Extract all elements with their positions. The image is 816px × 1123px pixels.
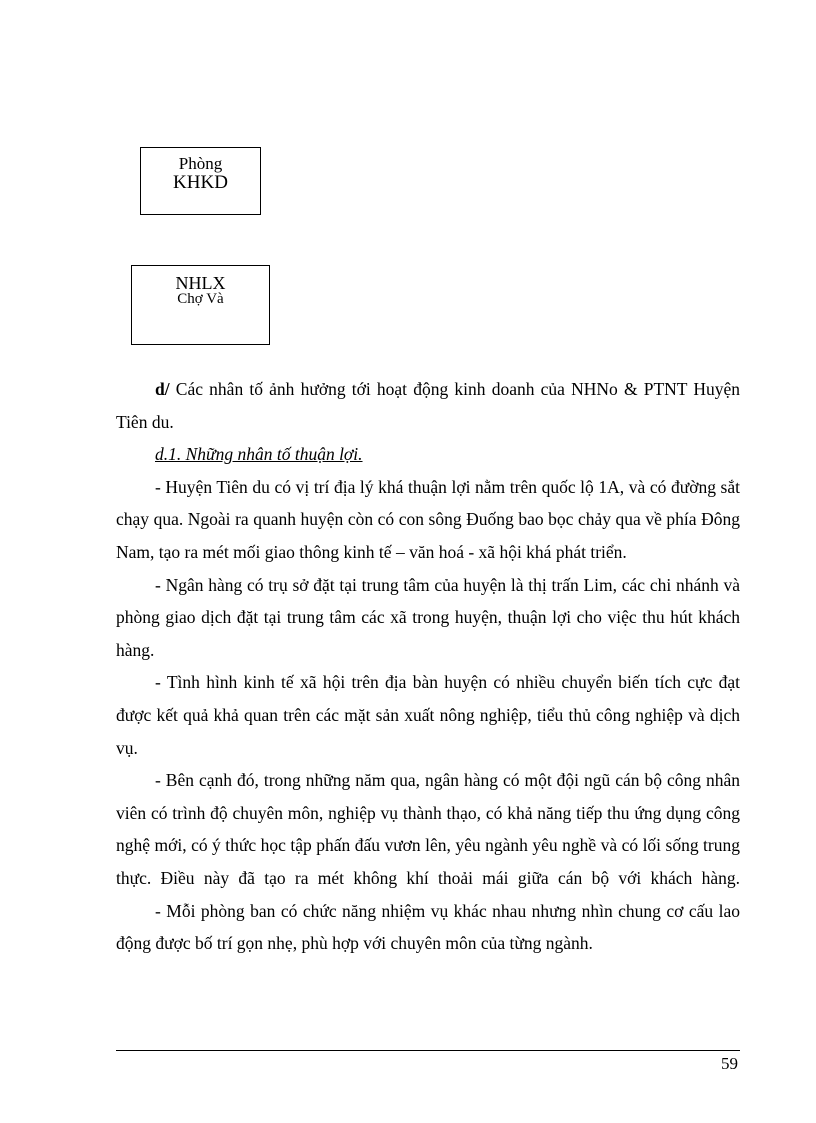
body-paragraph: - Ngân hàng có trụ sở đặt tại trung tâm của huyện là thị trấn Lim, các chi nhánh và phòng giao dịch đặt tại trung tâm các xã trong huyện, thuận lợi cho việc thu hút khách hàng. bbox=[116, 574, 740, 660]
body-paragraph: - Mỗi phòng ban có chức năng nhiệm vụ khác nhau nhưng nhìn chung cơ cấu lao động được bố trí gọn nhẹ, phù hợp với chuyên môn của từng ngành. bbox=[116, 900, 740, 954]
org-box-line: Phòng bbox=[178, 154, 223, 173]
body-paragraph: - Tình hình kinh tế xã hội trên địa bàn huyện có nhiều chuyển biến tích cực đạt được kết quả khả quan trên các mặt sản xuất nông nghiệp, tiểu thủ công nghiệp và dịch vụ. bbox=[116, 672, 740, 758]
document-body bbox=[116, 373, 740, 960]
body-paragraph: - Bên cạnh đó, trong những năm qua, ngân hàng có một đội ngũ cán bộ công nhân viên có trình độ chuyên môn, nghiệp vụ thành thạo, có khả năng tiếp thu ứng dụng công nghệ mới, có ý thức học tập phấn đấu vươn lên, yêu ngành yêu nghề và có lối sống trung thực. Điều này đã tạo ra mét không khí thoải mái giữa cán bộ với khách hàng. bbox=[116, 770, 740, 888]
org-box-line: NHLX bbox=[175, 273, 226, 293]
section-heading bbox=[116, 373, 740, 438]
section-heading-prefix: d/ bbox=[155, 379, 170, 399]
org-box-line: Chợ Và bbox=[177, 291, 224, 308]
body-paragraph: - Huyện Tiên du có vị trí địa lý khá thuận lợi nằm trên quốc lộ 1A, và có đường sắt chạy qua. Ngoài ra quanh huyện còn có con sông Đuống bao bọc chảy qua về phía Đông Nam, tạo ra mét mối giao thông kinh tế – văn hoá - xã hội khá phát triển. bbox=[116, 476, 740, 562]
org-box-nhlx-cho-va bbox=[131, 265, 270, 345]
subheading: d.1. Những nhân tố thuận lợi. bbox=[155, 444, 363, 465]
section-heading-text: Các nhân tố ảnh hưởng tới hoạt động kinh doanh của NHNo & PTNT Huyện Tiên du. bbox=[116, 379, 740, 432]
org-box-phong-khkd bbox=[140, 147, 261, 215]
page-number: 59 bbox=[721, 1054, 738, 1073]
footer-divider bbox=[116, 1050, 740, 1051]
subheading-paragraph bbox=[116, 438, 740, 471]
org-box-line: KHKD bbox=[173, 171, 228, 193]
